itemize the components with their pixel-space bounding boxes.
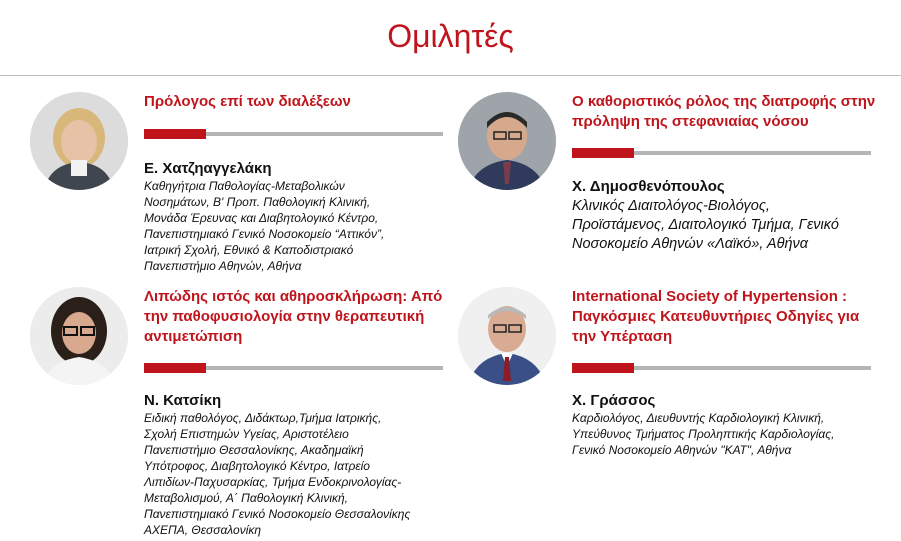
talk-title: Πρόλογος επί των διαλέξεων — [144, 93, 351, 110]
speaker-photo — [458, 287, 556, 385]
speaker-name: Χ. Γράσσος — [572, 392, 656, 409]
page-title: Ομιλητές — [387, 18, 514, 54]
section-divider — [572, 151, 871, 155]
talk-title: Λιπώδης ιστός και αθηροσκλήρωση: Από την παθοφυσιολογία στην θεραπευτική αντιμετώπιση — [144, 288, 443, 345]
speaker-photo — [30, 287, 128, 385]
title-divider — [0, 75, 901, 76]
speaker-bio: Κλινικός Διαιτολόγος-Βιολόγος, Προϊστάμενος, Διαιτολογικό Τμήμα, Γενικό Νοσοκομείο Αθηνών «Λαϊκό», Αθήνα — [572, 198, 839, 252]
speaker-bio: Καθηγήτρια Παθολογίας-Μεταβολικών Νοσημάτων, Β' Προπ. Παθολογική Κλινική, Μονάδα Έρευνας και Διαβητολογικό Κέντρο, Πανεπιστημιακό Γενικό Νοσοκομείο “Αττικόν”, Ιατρική Σχολή, Εθνικό & Καποδιστριακό Πανεπιστήμιο Αθηνών, Αθήνα — [144, 179, 385, 273]
speaker-name: Ε. Χατζηαγγελάκη — [144, 160, 272, 177]
section-divider — [144, 132, 443, 136]
section-divider — [572, 366, 871, 370]
speaker-photo — [30, 92, 128, 190]
talk-title: Ο καθοριστικός ρόλος της διατροφής στην πρόληψη της στεφανιαίας νόσου — [572, 93, 876, 130]
speaker-bio: Καρδιολόγος, Διευθυντής Καρδιολογική Κλινική, Υπεύθυνος Τμήματος Προληπτικής Καρδιολογίας, Γενικό Νοσοκομείο Αθηνών "ΚΑΤ", Αθήνα — [572, 411, 835, 457]
speaker-name: Ν. Κατσίκη — [144, 392, 222, 409]
talk-title: International Society of Hypertension : Παγκόσμιες Κατευθυντήριες Οδηγίες για την Υπέρταση — [572, 288, 860, 345]
section-divider — [144, 366, 443, 370]
speaker-name: Χ. Δημοσθενόπουλος — [572, 178, 725, 195]
speaker-bio: Ειδική παθολόγος, Διδάκτωρ,Τμήμα Ιατρικής, Σχολή Επιστημών Υγείας, Αριστοτέλειο Πανεπιστήμιο Θεσσαλονίκης, Ακαδημαϊκή Υπότροφος, Διαβητολογικό Κέντρο, Ιατρείο Λιπιδίων-Παχυσαρκίας, Τμήμα Ενδοκρινολογίας- Μεταβολισμού, Α΄ Παθολογική Κλινική, Πανεπιστημιακό Γενικό Νοσοκομείο Θεσσαλονίκης ΑΧΕΠΑ, Θεσσαλονίκη — [144, 411, 411, 537]
speaker-photo — [458, 92, 556, 190]
